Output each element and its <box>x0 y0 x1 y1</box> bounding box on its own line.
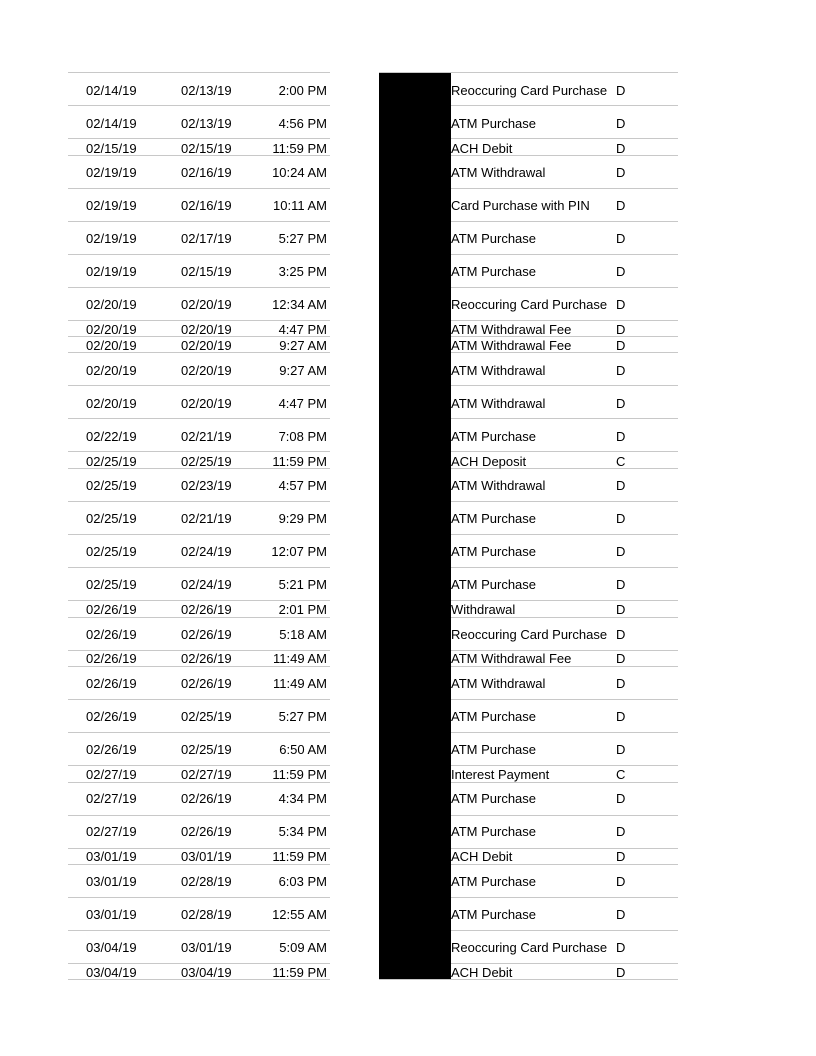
post-date-cell: 02/20/19 <box>86 338 137 353</box>
post-date-cell: 02/25/19 <box>86 544 137 559</box>
type-cell: D <box>616 709 626 724</box>
post-date-cell: 03/01/19 <box>86 907 137 922</box>
post-date-cell: 03/01/19 <box>86 849 137 864</box>
transaction-date-cell: 02/28/19 <box>181 874 232 889</box>
row-divider <box>68 782 330 783</box>
post-date-cell: 02/26/19 <box>86 709 137 724</box>
time-cell: 5:34 PM <box>278 824 327 839</box>
type-cell: C <box>616 454 626 469</box>
transaction-date-cell: 02/25/19 <box>181 709 232 724</box>
time-cell: 12:07 PM <box>271 544 327 559</box>
description-cell: ATM Withdrawal <box>451 363 546 378</box>
type-cell: D <box>616 511 626 526</box>
description-cell: Reoccuring Card Purchase <box>451 297 608 312</box>
description-cell: Withdrawal <box>451 602 516 617</box>
transaction-date-cell: 02/17/19 <box>181 231 232 246</box>
post-date-cell: 02/26/19 <box>86 676 137 691</box>
time-cell: 7:08 PM <box>278 429 327 444</box>
transaction-date-cell: 02/24/19 <box>181 577 232 592</box>
transaction-date-cell: 02/25/19 <box>181 454 232 469</box>
time-cell: 11:49 AM <box>273 651 327 666</box>
transaction-date-cell: 02/26/19 <box>181 676 232 691</box>
description-cell: ATM Withdrawal Fee <box>451 322 572 337</box>
row-divider <box>68 963 330 964</box>
type-cell: D <box>616 264 626 279</box>
transaction-date-cell: 02/26/19 <box>181 791 232 806</box>
type-cell: D <box>616 297 626 312</box>
transaction-date-cell: 02/15/19 <box>181 141 232 156</box>
type-cell: D <box>616 874 626 889</box>
post-date-cell: 02/25/19 <box>86 454 137 469</box>
type-cell: D <box>616 231 626 246</box>
row-divider <box>68 600 330 601</box>
row-divider <box>68 666 330 667</box>
description-cell: ATM Purchase <box>451 907 537 922</box>
description-cell: Reoccuring Card Purchase <box>451 940 608 955</box>
type-cell: D <box>616 965 626 980</box>
row-divider <box>68 105 330 106</box>
row-divider <box>68 864 330 865</box>
transaction-date-cell: 02/27/19 <box>181 767 232 782</box>
time-cell: 4:34 PM <box>278 791 327 806</box>
description-cell: ATM Purchase <box>451 116 537 131</box>
post-date-cell: 02/19/19 <box>86 198 137 213</box>
transaction-date-cell: 02/21/19 <box>181 429 232 444</box>
post-date-cell: 02/27/19 <box>86 767 137 782</box>
description-cell: Reoccuring Card Purchase <box>451 627 608 642</box>
time-cell: 10:11 AM <box>273 198 327 213</box>
time-cell: 4:47 PM <box>278 322 327 337</box>
row-divider <box>68 897 330 898</box>
time-cell: 4:56 PM <box>278 116 327 131</box>
description-cell: ATM Purchase <box>451 824 537 839</box>
time-cell: 9:27 AM <box>279 363 327 378</box>
type-cell: D <box>616 676 626 691</box>
row-divider <box>68 732 330 733</box>
time-cell: 10:24 AM <box>272 165 327 180</box>
description-cell: ATM Purchase <box>451 264 537 279</box>
transaction-date-cell: 02/24/19 <box>181 544 232 559</box>
description-cell: ACH Deposit <box>451 454 527 469</box>
post-date-cell: 02/26/19 <box>86 627 137 642</box>
time-cell: 6:50 AM <box>279 742 327 757</box>
description-cell: ACH Debit <box>451 141 513 156</box>
post-date-cell: 02/15/19 <box>86 141 137 156</box>
time-cell: 9:27 AM <box>279 338 327 353</box>
post-date-cell: 02/14/19 <box>86 116 137 131</box>
transaction-date-cell: 02/20/19 <box>181 363 232 378</box>
time-cell: 5:09 AM <box>279 940 327 955</box>
description-cell: ATM Purchase <box>451 231 537 246</box>
time-cell: 11:59 PM <box>272 454 327 469</box>
time-cell: 5:27 PM <box>278 231 327 246</box>
post-date-cell: 02/14/19 <box>86 83 137 98</box>
type-cell: D <box>616 116 626 131</box>
description-cell: ATM Withdrawal <box>451 676 546 691</box>
post-date-cell: 02/26/19 <box>86 602 137 617</box>
transaction-date-cell: 03/01/19 <box>181 940 232 955</box>
description-cell: ATM Purchase <box>451 709 537 724</box>
description-cell: ATM Withdrawal <box>451 165 546 180</box>
type-cell: D <box>616 651 626 666</box>
transaction-date-cell: 02/21/19 <box>181 511 232 526</box>
time-cell: 2:00 PM <box>278 83 327 98</box>
type-cell: D <box>616 627 626 642</box>
post-date-cell: 02/19/19 <box>86 231 137 246</box>
post-date-cell: 03/04/19 <box>86 940 137 955</box>
post-date-cell: 02/20/19 <box>86 363 137 378</box>
transaction-date-cell: 02/23/19 <box>181 478 232 493</box>
row-divider <box>68 567 330 568</box>
type-cell: D <box>616 849 626 864</box>
row-divider <box>379 979 678 980</box>
type-cell: D <box>616 338 626 353</box>
transaction-date-cell: 02/13/19 <box>181 83 232 98</box>
transaction-date-cell: 02/16/19 <box>181 165 232 180</box>
description-cell: ATM Purchase <box>451 577 537 592</box>
row-divider <box>68 320 330 321</box>
description-cell: ACH Debit <box>451 849 513 864</box>
transaction-date-cell: 02/15/19 <box>181 264 232 279</box>
transaction-date-cell: 02/16/19 <box>181 198 232 213</box>
description-cell: Interest Payment <box>451 767 550 782</box>
row-divider <box>68 534 330 535</box>
description-cell: ATM Purchase <box>451 791 537 806</box>
post-date-cell: 02/20/19 <box>86 297 137 312</box>
type-cell: D <box>616 824 626 839</box>
transaction-date-cell: 03/01/19 <box>181 849 232 864</box>
post-date-cell: 03/04/19 <box>86 965 137 980</box>
type-cell: D <box>616 322 626 337</box>
description-cell: ATM Withdrawal <box>451 396 546 411</box>
redaction-bar <box>379 73 451 979</box>
time-cell: 5:21 PM <box>278 577 327 592</box>
time-cell: 2:01 PM <box>278 602 327 617</box>
time-cell: 3:25 PM <box>278 264 327 279</box>
type-cell: D <box>616 791 626 806</box>
post-date-cell: 02/27/19 <box>86 791 137 806</box>
time-cell: 4:57 PM <box>278 478 327 493</box>
transaction-date-cell: 02/26/19 <box>181 602 232 617</box>
post-date-cell: 02/25/19 <box>86 478 137 493</box>
row-divider <box>68 138 330 139</box>
type-cell: D <box>616 742 626 757</box>
description-cell: ATM Withdrawal Fee <box>451 651 572 666</box>
transaction-date-cell: 02/20/19 <box>181 338 232 353</box>
type-cell: D <box>616 577 626 592</box>
type-cell: D <box>616 478 626 493</box>
post-date-cell: 02/25/19 <box>86 511 137 526</box>
transaction-date-cell: 02/26/19 <box>181 651 232 666</box>
type-cell: D <box>616 907 626 922</box>
description-cell: ATM Withdrawal <box>451 478 546 493</box>
time-cell: 12:34 AM <box>272 297 327 312</box>
row-divider <box>68 254 330 255</box>
post-date-cell: 02/19/19 <box>86 264 137 279</box>
type-cell: D <box>616 602 626 617</box>
type-cell: C <box>616 767 626 782</box>
post-date-cell: 02/20/19 <box>86 396 137 411</box>
row-divider <box>68 418 330 419</box>
transaction-date-cell: 02/26/19 <box>181 824 232 839</box>
post-date-cell: 02/27/19 <box>86 824 137 839</box>
time-cell: 11:59 PM <box>272 141 327 156</box>
transaction-date-cell: 02/28/19 <box>181 907 232 922</box>
time-cell: 11:59 PM <box>272 965 327 980</box>
row-divider <box>68 72 330 73</box>
post-date-cell: 02/26/19 <box>86 742 137 757</box>
time-cell: 12:55 AM <box>272 907 327 922</box>
post-date-cell: 02/22/19 <box>86 429 137 444</box>
transaction-date-cell: 03/04/19 <box>181 965 232 980</box>
post-date-cell: 02/26/19 <box>86 651 137 666</box>
row-divider <box>68 188 330 189</box>
transaction-date-cell: 02/20/19 <box>181 396 232 411</box>
transaction-date-cell: 02/20/19 <box>181 322 232 337</box>
time-cell: 11:59 PM <box>272 849 327 864</box>
row-divider <box>68 385 330 386</box>
description-cell: ATM Purchase <box>451 511 537 526</box>
transaction-date-cell: 02/20/19 <box>181 297 232 312</box>
row-divider <box>68 287 330 288</box>
row-divider <box>68 221 330 222</box>
post-date-cell: 02/25/19 <box>86 577 137 592</box>
time-cell: 6:03 PM <box>278 874 327 889</box>
time-cell: 4:47 PM <box>278 396 327 411</box>
description-cell: ATM Withdrawal Fee <box>451 338 572 353</box>
time-cell: 5:18 AM <box>279 627 327 642</box>
type-cell: D <box>616 363 626 378</box>
row-divider <box>68 451 330 452</box>
type-cell: D <box>616 940 626 955</box>
time-cell: 9:29 PM <box>278 511 327 526</box>
transaction-date-cell: 02/26/19 <box>181 627 232 642</box>
row-divider <box>68 930 330 931</box>
type-cell: D <box>616 141 626 156</box>
type-cell: D <box>616 165 626 180</box>
type-cell: D <box>616 396 626 411</box>
time-cell: 11:59 PM <box>272 767 327 782</box>
type-cell: D <box>616 198 626 213</box>
row-divider <box>68 815 330 816</box>
description-cell: Card Purchase with PIN <box>451 198 590 213</box>
type-cell: D <box>616 83 626 98</box>
row-divider <box>68 765 330 766</box>
description-cell: Reoccuring Card Purchase <box>451 83 608 98</box>
post-date-cell: 02/19/19 <box>86 165 137 180</box>
description-cell: ACH Debit <box>451 965 513 980</box>
row-divider <box>68 699 330 700</box>
transaction-date-cell: 02/13/19 <box>181 116 232 131</box>
description-cell: ATM Purchase <box>451 874 537 889</box>
post-date-cell: 02/20/19 <box>86 322 137 337</box>
row-divider <box>68 617 330 618</box>
time-cell: 11:49 AM <box>273 676 327 691</box>
description-cell: ATM Purchase <box>451 742 537 757</box>
description-cell: ATM Purchase <box>451 544 537 559</box>
row-divider <box>68 501 330 502</box>
transaction-date-cell: 02/25/19 <box>181 742 232 757</box>
description-cell: ATM Purchase <box>451 429 537 444</box>
type-cell: D <box>616 544 626 559</box>
type-cell: D <box>616 429 626 444</box>
post-date-cell: 03/01/19 <box>86 874 137 889</box>
time-cell: 5:27 PM <box>278 709 327 724</box>
